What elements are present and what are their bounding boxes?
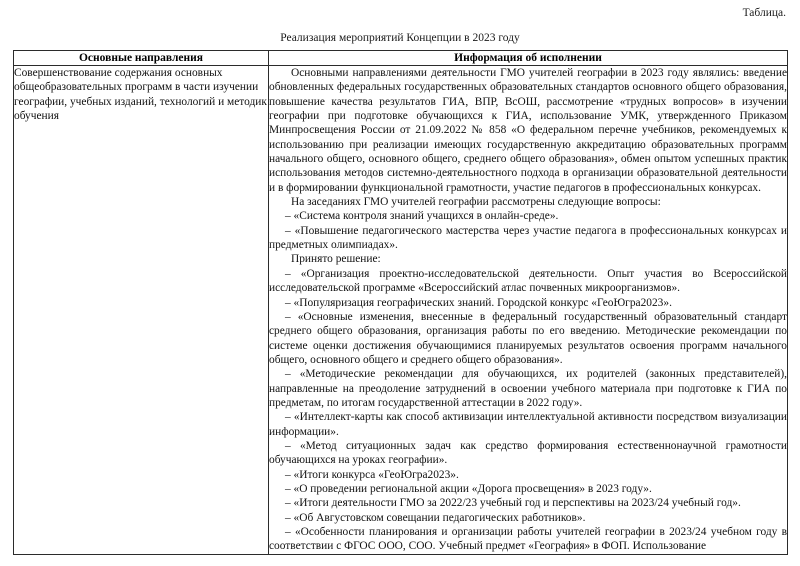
column-header-info: Информация об исполнении	[269, 51, 788, 66]
info-paragraph: Принято решение:	[291, 253, 381, 266]
implementation-table	[13, 50, 788, 555]
table-caption: Таблица.	[742, 7, 786, 19]
cell-direction	[14, 66, 269, 555]
table-header-row	[14, 51, 788, 66]
info-text-block	[269, 66, 787, 554]
info-paragraph: – «Система контроля знаний учащихся в онлайн-среде».	[285, 210, 559, 223]
info-paragraph: – «Итоги деятельности ГМО за 2022/23 учебный год и перспективы на 2023/24 учебный год».	[285, 497, 741, 510]
info-paragraph: – «Повышение педагогического мастерства через участие педагога в профессиональных конкурсах и предметных олимпиадах».	[269, 224, 787, 252]
info-paragraph: – «Об Августовском совещании педагогических работников».	[285, 511, 586, 524]
info-paragraph: – «О проведении региональной акции «Дорога просвещения» в 2023 году».	[285, 482, 652, 495]
info-paragraph: – «Организация проектно-исследовательской деятельности. Опыт участия во Всероссийской исследовательской программе «Всероссийский атлас почвенных микроорганизмов».	[269, 267, 787, 295]
info-paragraph: – «Итоги конкурса «ГеоЮгра2023».	[285, 468, 459, 481]
direction-text-block	[14, 66, 268, 123]
page-title: Реализация мероприятий Концепции в 2023 году	[280, 32, 520, 44]
column-header-directions: Основные направления	[14, 51, 269, 66]
direction-text: Совершенствование содержания основных общеобразовательных программ в части изучении географии, учебных изданий, технологий и методик обучения	[14, 67, 267, 122]
info-paragraph: – «Особенности планирования и организации работы учителей географии в 2023/24 учебном году в соответствии с ФГОС ООО, СОО. Учебный предмет «География» в ФОП. Использование	[269, 526, 787, 553]
info-paragraph: – «Методические рекомендации для обучающихся, их родителей (законных представителей), направленные на преодоление затруднений в освоении учебного материала при подготовке к ГИА по предметам, по итогам государственной аттестации в 2022 году».	[269, 368, 787, 409]
info-paragraph: На заседаниях ГМО учителей географии рассмотрены следующие вопросы:	[291, 196, 661, 209]
info-paragraph: – «Интеллект-карты как способ активизации интеллектуальной активности посредством визуализации информации».	[269, 411, 787, 438]
info-paragraph: – «Метод ситуационных задач как средство формирования естественнонаучной грамотности обучающихся на уроках географии».	[269, 439, 787, 467]
table-row	[14, 66, 788, 555]
info-paragraph: Основными направлениями деятельности ГМО учителей географии в 2023 году являлись: введение обновленных федеральных государственных образовательных стандартов основного общего образования, повышение качества результатов ГИА, ВПР, ВсОШ, рассмотрение «трудных вопросов» в изучении географии при подготовке обучающихся к ГИА, использование УМК, утвержденного Приказом Минпросвещения России от 21.09.2022 № 858 «О федеральном перечне учебников, рекомендуемых к использованию при реализации имеющих государственную аккредитацию образовательных программ начального общего, основного общего, среднего общего образования», обмен опытом успешных практик использования методов системно-деятельностного подхода в организации образовательной деятельности и в формировании функциональной грамотности, участие педагогов в профессиональных конкурсах.	[269, 67, 787, 194]
table-header	[14, 51, 788, 66]
cell-info	[269, 66, 788, 555]
info-paragraph: – «Популяризация географических знаний. Городской конкурс «ГеоЮгра2023».	[285, 296, 672, 309]
table-body	[14, 66, 788, 555]
info-paragraph: – «Основные изменения, внесенные в федеральный государственный образовательный стандарт среднего общего образования, организация работы по его введению. Методические рекомендации по системе оценки достижения обучающимися планируемых результатов освоения программ начального общего, основного общего и среднего общего образования».	[269, 310, 787, 366]
